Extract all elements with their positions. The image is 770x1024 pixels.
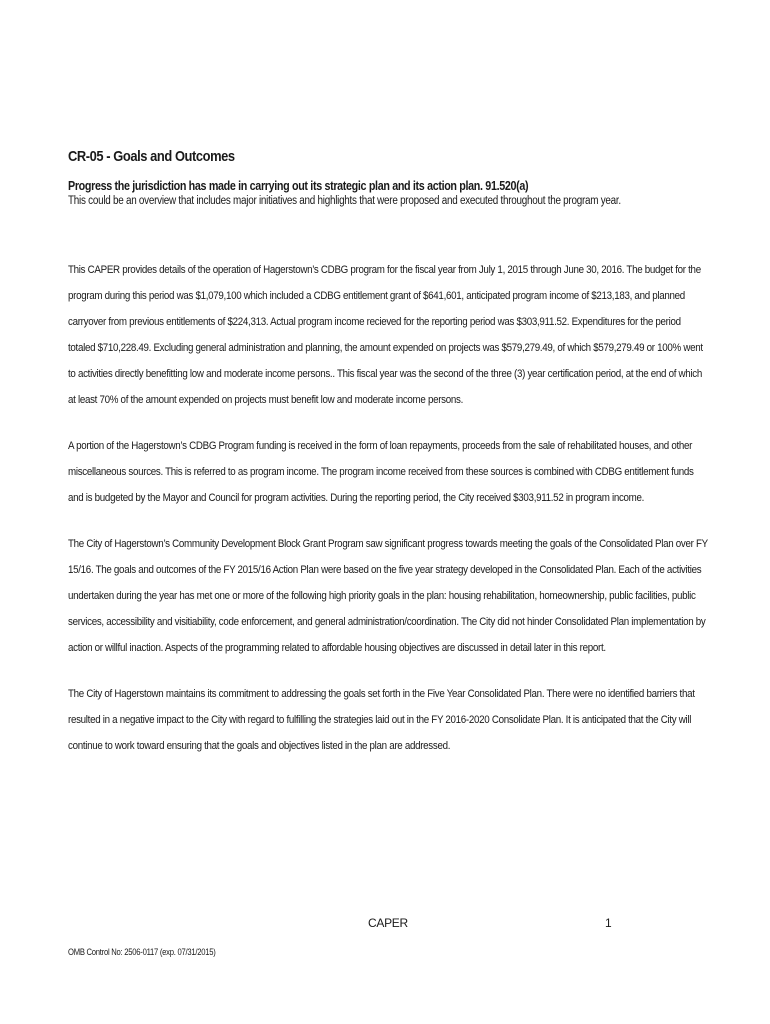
omb-control-number: OMB Control No: 2506-0117 (exp. 07/31/2015): [68, 947, 216, 957]
document-body: [68, 148, 708, 779]
footer-label: CAPER: [368, 916, 408, 930]
page-number: 1: [605, 916, 612, 930]
subheading: Progress the jurisdiction has made in carrying out its strategic plan and its action plan. 91.520(a): [68, 179, 529, 193]
paragraph: A portion of the Hagerstown’s CDBG Program funding is received in the form of loan repayments, proceeds from the sale of rehabilitated houses, and other miscellaneous sources. This is referred to as program income. The program income received from these sources is combined with CDBG entitlement funds and is budgeted by the Mayor and Council for program activities. During the reporting period, the City received $303,911.52 in program income.: [68, 440, 694, 504]
instruction-text: This could be an overview that includes major initiatives and highlights that were proposed and executed throughout the program year.: [68, 195, 621, 207]
paragraph: The City of Hagerstown maintains its commitment to addressing the goals set forth in the Five Year Consolidated Plan. There were no identified barriers that resulted in a negative impact to the City with regard to fulfilling the strategies laid out in the FY 2016-2020 Consolidate Plan. It is anticipated that the City will continue to work toward ensuring that the goals and objectives listed in the plan are addressed.: [68, 688, 695, 752]
paragraph: The City of Hagerstown’s Community Development Block Grant Program saw significant progress towards meeting the goals of the Consolidated Plan over FY 15/16. The goals and outcomes of the FY 2015/16 Action Plan were based on the five year strategy developed in the Consolidated Plan. Each of the activities undertaken during the year has met one or more of the following high priority goals in the plan: housing rehabilitation, homeownership, public facilities, public services, accessibility and visitiability, code enforcement, and general administration/coordination. The City did not hinder Consolidated Plan implementation by action or willful inaction. Aspects of the programming related to affordable housing objectives are discussed in detail later in this report.: [68, 538, 708, 654]
section-title: CR-05 - Goals and Outcomes: [68, 148, 235, 165]
paragraph: This CAPER provides details of the operation of Hagerstown’s CDBG program for the fiscal year from July 1, 2015 through June 30, 2016. The budget for the program during this period was $1,079,100 which included a CDBG entitlement grant of $641,601, anticipated program income of $213,183, and planned carryover from previous entitlements of $224,313. Actual program income recieved for the reporting period was $303,911.52. Expenditures for the period totaled $710,228.49. Excluding general administration and planning, the amount expended on projects was $579,279.49, of which $579,279.49 or 100% went to activities directly benefitting low and moderate income persons.. This fiscal year was the second of the three (3) year certification period, at the end of which at least 70% of the amount expended on projects must benefit low and moderate income persons.: [68, 264, 703, 406]
